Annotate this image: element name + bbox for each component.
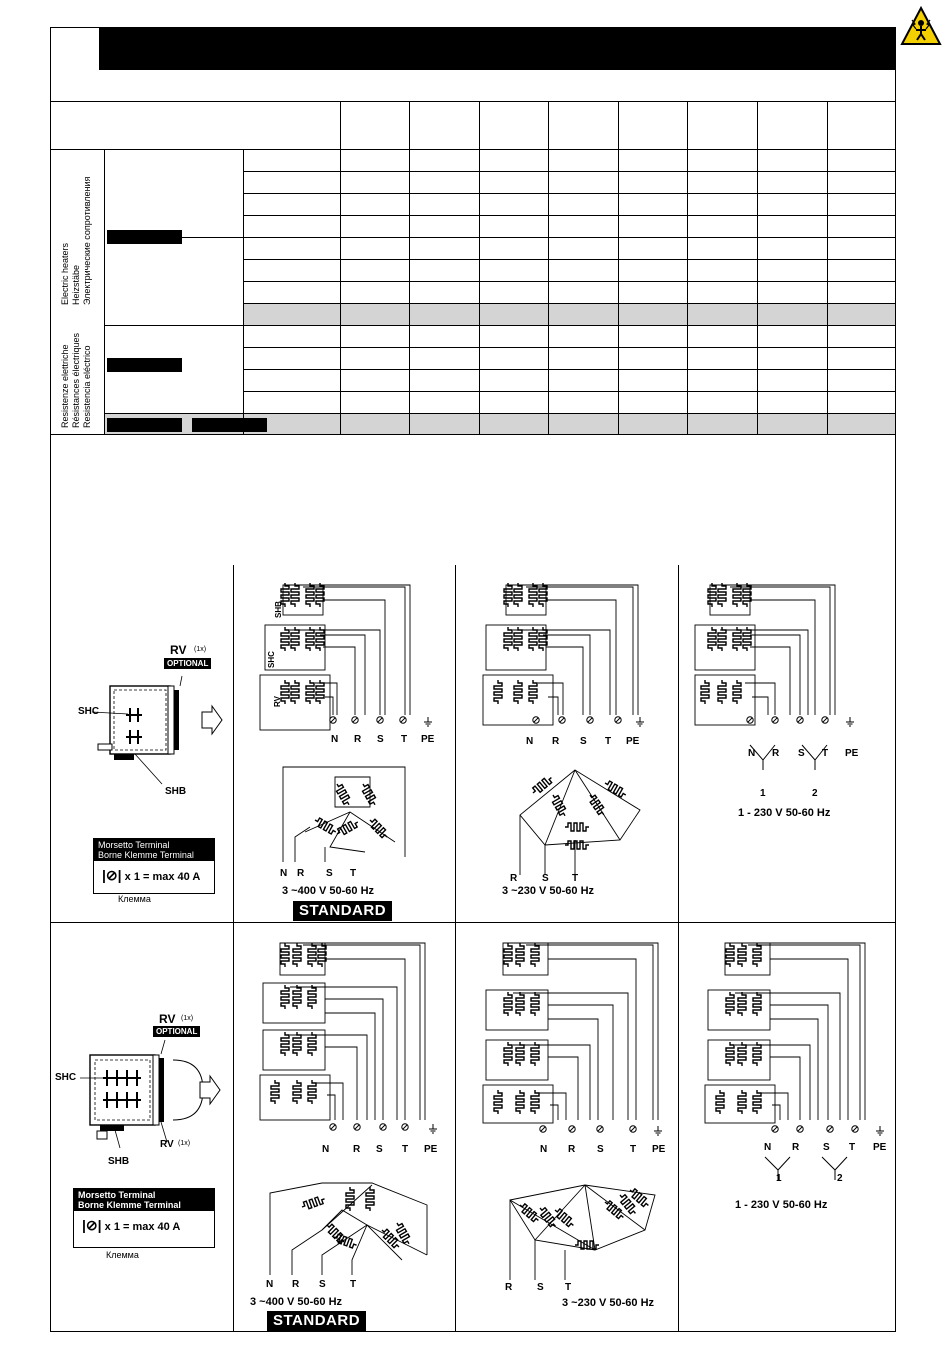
term-n-2c: N [764, 1142, 772, 1153]
phase-2-label-2: 2 [837, 1173, 843, 1184]
voltage-1ph-row2: 1 - 230 V 50-60 Hz [735, 1199, 828, 1211]
side-label-3: Электрические сопротивления [82, 176, 92, 305]
rv-label-2a: RV [159, 1012, 176, 1026]
term-n-2b: N [540, 1144, 548, 1155]
star2-r-label: R [292, 1279, 300, 1290]
rv-count-2a: (1x) [181, 1015, 194, 1022]
redacted-label-3 [107, 418, 182, 432]
term-s-1a: S [377, 734, 384, 745]
delta-schematic-230v-row1 [505, 765, 645, 875]
terminal-rating-2: x 1 = max 40 A [104, 1221, 181, 1233]
voltage-1ph-row1: 1 - 230 V 50-60 Hz [738, 807, 831, 819]
term-pe-2b: PE [652, 1144, 666, 1155]
redacted-label-2 [107, 358, 182, 372]
term-t-1c: T [822, 748, 829, 759]
star-n-label: N [280, 868, 288, 879]
comp-rv-1a: RV [272, 696, 282, 707]
side-label-4: Resistenze elettriche [60, 344, 70, 428]
shc-label-1: SHC [78, 706, 100, 717]
rv-label-1: RV [170, 643, 187, 657]
term-n-2a: N [322, 1144, 330, 1155]
terminal-ru-2: Клемма [106, 1250, 139, 1260]
rv-label-2b: RV [160, 1139, 174, 1150]
term-pe-1b: PE [626, 736, 640, 747]
delta2-r-label: R [505, 1282, 513, 1293]
delta2-t-label: T [565, 1282, 572, 1293]
optional-badge-2: OPTIONAL [153, 1026, 200, 1037]
star-s-label: S [326, 868, 333, 879]
wiring-diagram-230v-row2 [478, 935, 668, 1135]
term-r-1a: R [354, 734, 362, 745]
term-t-2c: T [849, 1142, 856, 1153]
term-pe-2a: PE [424, 1144, 438, 1155]
term-t-2b: T [630, 1144, 637, 1155]
side-label-2: Heizstäbe [71, 264, 81, 305]
phase-1-label-1: 1 [760, 788, 766, 799]
comp-shc-1a: SHC [266, 651, 276, 668]
terminal-info-box-1 [93, 838, 215, 894]
shb-label-2: SHB [108, 1156, 130, 1167]
term-pe-1c: PE [845, 748, 859, 759]
star-t-label: T [350, 868, 357, 879]
term-t-1b: T [605, 736, 612, 747]
voltage-400v-row1: 3 ~400 V 50-60 Hz [282, 885, 375, 897]
terminal-title-1b: Borne Klemme Terminal [98, 850, 194, 860]
terminal-title-2b: Borne Klemme Terminal [78, 1200, 181, 1210]
heater-housing-drawing-1 [90, 672, 230, 792]
rv-count-2b: (1x) [178, 1140, 191, 1147]
term-n-1c: N [748, 748, 756, 759]
voltage-230v-row2: 3 ~230 V 50-60 Hz [562, 1297, 655, 1309]
wiring-diagram-400v-row1 [255, 575, 445, 735]
optional-badge-1: OPTIONAL [164, 658, 211, 669]
star-schematic-400v-row1 [275, 762, 415, 862]
section-header-bar [100, 28, 895, 70]
terminal-info-box-2 [73, 1188, 215, 1248]
side-label-6: Resistencia eléctrico [82, 345, 92, 428]
terminal-screw-icon: |⊘| [102, 867, 122, 883]
term-t-1a: T [401, 734, 408, 745]
delta-t-label: T [572, 873, 579, 884]
term-t-2a: T [402, 1144, 409, 1155]
phase-1-label-2: 1 [776, 1173, 782, 1184]
shb-label-1: SHB [165, 786, 187, 797]
section-number-box [51, 28, 101, 70]
side-label-5: Résistances électriques [71, 332, 81, 428]
delta-schematic-230v-row2 [505, 1180, 665, 1280]
shc-label-2: SHC [55, 1072, 77, 1083]
term-r-2a: R [353, 1144, 361, 1155]
term-r-1b: R [552, 736, 560, 747]
star2-t-label: T [350, 1279, 357, 1290]
standard-badge-row2: STANDARD [267, 1311, 366, 1331]
terminal-title-1a: Morsetto Terminal [98, 840, 170, 850]
term-s-1b: S [580, 736, 587, 747]
terminal-rating-1: x 1 = max 40 A [124, 871, 201, 883]
delta-r-label: R [510, 873, 518, 884]
term-n-1a: N [331, 734, 339, 745]
redacted-label-4 [192, 418, 267, 432]
wiring-diagram-230v-row1 [478, 575, 658, 735]
terminal-title-2a: Morsetto Terminal [78, 1190, 156, 1200]
voltage-230v-row1: 3 ~230 V 50-60 Hz [502, 885, 595, 897]
redacted-label-1 [107, 230, 182, 244]
term-r-2c: R [792, 1142, 800, 1153]
heater-housing-drawing-2 [75, 1030, 235, 1160]
wiring-diagram-400v-row2 [255, 935, 445, 1135]
term-s-2a: S [376, 1144, 383, 1155]
star-r-label: R [297, 868, 305, 879]
term-s-2c: S [823, 1142, 830, 1153]
delta-s-label: S [542, 873, 549, 884]
electric-hazard-icon [900, 6, 942, 46]
terminal-screw-icon-2: |⊘| [82, 1217, 102, 1233]
term-pe-2c: PE [873, 1142, 887, 1153]
term-s-2b: S [597, 1144, 604, 1155]
terminal-ru-1: Клемма [118, 894, 151, 904]
term-r-2b: R [568, 1144, 576, 1155]
wiring-diagram-1ph-row1 [690, 575, 870, 735]
term-r-1c: R [772, 748, 780, 759]
star2-s-label: S [319, 1279, 326, 1290]
standard-badge-row1: STANDARD [293, 901, 392, 921]
term-n-1b: N [526, 736, 534, 747]
star2-n-label: N [266, 1279, 274, 1290]
term-pe-1a: PE [421, 734, 435, 745]
delta2-s-label: S [537, 1282, 544, 1293]
voltage-400v-row2: 3 ~400 V 50-60 Hz [250, 1296, 343, 1308]
phase-2-label-1: 2 [812, 788, 818, 799]
star-schematic-400v-row2 [262, 1175, 442, 1275]
comp-shb-1a: SHB [273, 601, 283, 618]
rv-count-1: (1x) [194, 646, 207, 653]
side-label-1: Electric heaters [60, 242, 70, 305]
term-s-1c: S [798, 748, 805, 759]
